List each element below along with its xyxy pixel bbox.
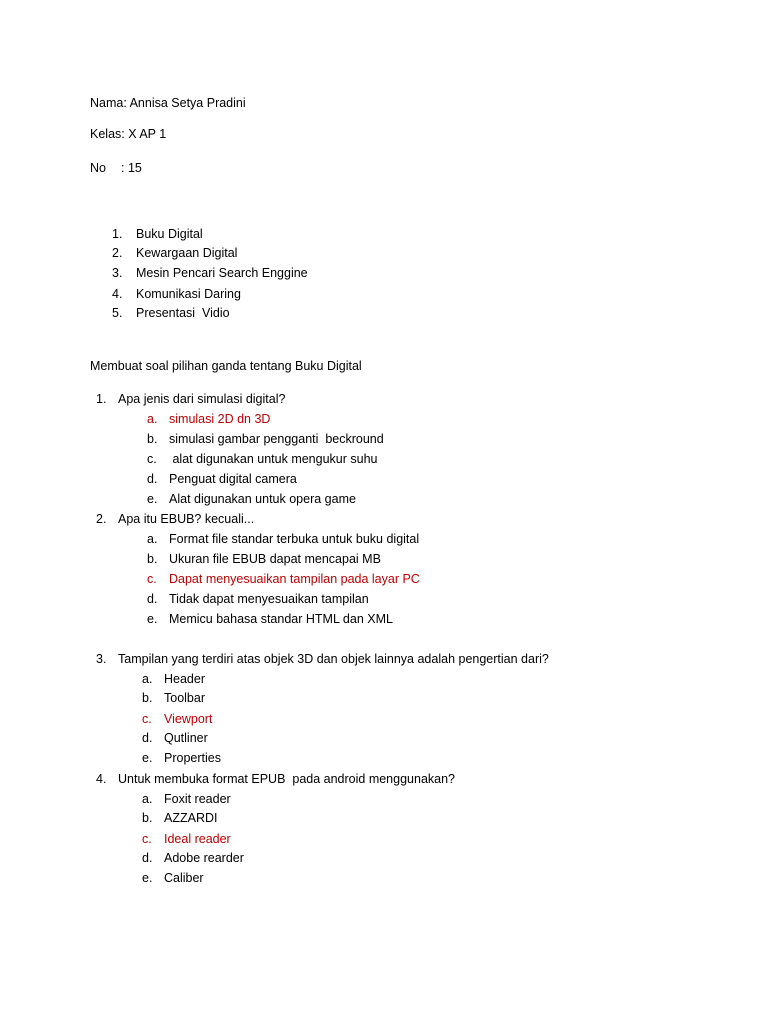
option-letter: d. [142,731,153,745]
list-item-number: 2. [112,246,123,260]
option-text-correct: Viewport [164,712,213,726]
option-letter: a. [142,792,153,806]
question-text: Tampilan yang terdiri atas objek 3D dan objek lainnya adalah pengertian dari? [118,652,549,666]
option-letter: c. [142,712,152,726]
option-letter: e. [147,612,158,626]
option-letter: a. [142,672,153,686]
option-text: Tidak dapat menyesuaikan tampilan [169,592,369,606]
list-item-number: 1. [112,227,123,241]
list-item-number: 4. [112,287,123,301]
section-intro: Membuat soal pilihan ganda tentang Buku Digital [90,359,362,373]
option-letter: b. [142,811,153,825]
option-letter: e. [142,751,153,765]
question-text: Apa itu EBUB? kecuali... [118,512,255,526]
option-text: Qutliner [164,731,208,745]
option-letter: b. [147,552,158,566]
list-item-label: Buku Digital [136,227,203,241]
option-text-correct: simulasi 2D dn 3D [169,412,271,426]
option-letter: d. [142,851,153,865]
student-number-label: No [90,161,106,175]
option-letter: c. [147,452,157,466]
list-item-label: Kewargaan Digital [136,246,238,260]
option-text: Format file standar terbuka untuk buku digital [169,532,420,546]
student-number-value: : 15 [121,161,142,175]
question-number: 1. [96,392,107,406]
question-text: Apa jenis dari simulasi digital? [118,392,286,406]
option-letter: e. [142,871,153,885]
option-text: Memicu bahasa standar HTML dan XML [169,612,393,626]
student-name: Nama: Annisa Setya Pradini [90,96,246,110]
option-text: Ukuran file EBUB dapat mencapai MB [169,552,381,566]
option-text: Penguat digital camera [169,472,297,486]
option-text: alat digunakan untuk mengukur suhu [169,452,378,466]
option-text: simulasi gambar pengganti beckround [169,432,384,446]
option-text-correct: Ideal reader [164,832,231,846]
option-text: Toolbar [164,691,205,705]
option-letter: c. [147,572,157,586]
option-text: Header [164,672,205,686]
option-letter: e. [147,492,158,506]
option-text: Properties [164,751,221,765]
question-number: 2. [96,512,107,526]
question-text: Untuk membuka format EPUB pada android menggunakan? [118,772,455,786]
option-letter: d. [147,472,158,486]
list-item-label: Mesin Pencari Search Enggine [136,266,308,280]
option-letter: a. [147,532,158,546]
option-text-correct: Dapat menyesuaikan tampilan pada layar PC [169,572,420,586]
option-text: Adobe rearder [164,851,244,865]
student-class: Kelas: X AP 1 [90,127,167,141]
list-item-number: 3. [112,266,123,280]
list-item-label: Presentasi Vidio [136,306,230,320]
option-text: AZZARDI [164,811,218,825]
option-text: Caliber [164,871,204,885]
question-number: 4. [96,772,107,786]
option-letter: c. [142,832,152,846]
option-letter: d. [147,592,158,606]
option-letter: b. [147,432,158,446]
option-text: Alat digunakan untuk opera game [169,492,356,506]
option-letter: a. [147,412,158,426]
list-item-label: Komunikasi Daring [136,287,241,301]
list-item-number: 5. [112,306,123,320]
option-letter: b. [142,691,153,705]
question-number: 3. [96,652,107,666]
option-text: Foxit reader [164,792,231,806]
